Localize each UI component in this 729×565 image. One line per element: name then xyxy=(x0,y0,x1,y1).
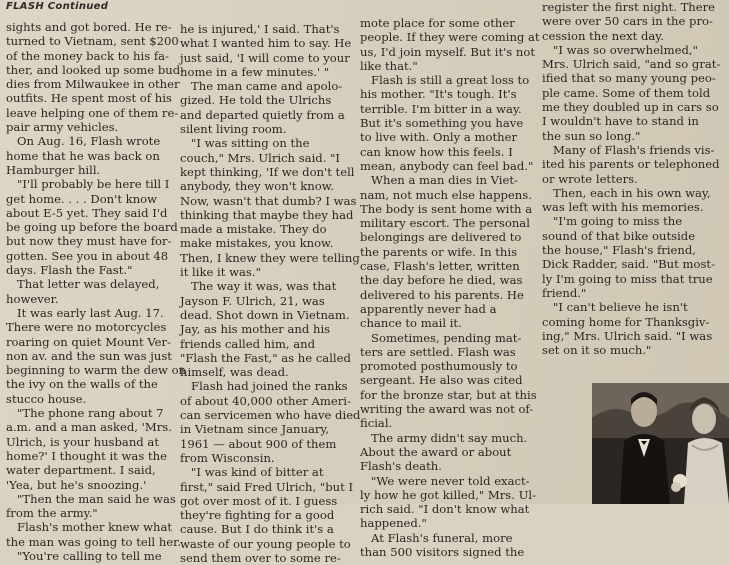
text-line: got over most of it. I guess xyxy=(180,493,338,508)
text-line: leave helping one of them re- xyxy=(6,105,179,120)
text-line: On Aug. 16, Flash wrote xyxy=(6,134,161,149)
text-line: or wrote letters. xyxy=(542,171,638,186)
text-line: like that." xyxy=(360,58,418,73)
text-line: "Then the man said he was xyxy=(6,491,176,506)
text-line: I wouldn't have to stand in xyxy=(542,114,699,129)
text-line: Many of Flash's friends vis- xyxy=(542,142,715,157)
photo-illustration xyxy=(592,383,729,504)
text-line: mote place for some other xyxy=(360,16,515,30)
text-line: days. Flash the Fast." xyxy=(6,263,133,278)
text-line: cause. But I do think it's a xyxy=(180,522,334,537)
text-line: "I'll probably be here till I xyxy=(6,177,170,192)
text-line: can know how this feels. I xyxy=(360,144,513,159)
text-line: set on it so much." xyxy=(542,343,652,358)
text-line: first," said Fred Ulrich, "but I xyxy=(180,479,354,494)
text-line: can servicemen who have died xyxy=(180,408,361,423)
text-line: "The phone rang about 7 xyxy=(6,406,164,421)
text-line: the house," Flash's friend, xyxy=(542,243,696,258)
text-line: rich said. "I don't know what xyxy=(360,502,530,517)
text-line: When a man dies in Viet- xyxy=(360,173,518,188)
text-line: dies from Milwaukee in other xyxy=(6,77,180,92)
text-line: from the army." xyxy=(6,506,98,521)
column-3 xyxy=(360,16,540,559)
text-line: his mother. "It's tough. It's xyxy=(360,87,517,102)
text-line: for the bronze star, but at this xyxy=(360,387,537,402)
text-line: what I wanted him to say. He xyxy=(180,36,352,51)
text-line: Jayson F. Ulrich, 21, was xyxy=(180,293,325,308)
text-line: ly I'm going to miss that true xyxy=(542,271,713,286)
text-line: Flash had joined the ranks xyxy=(180,379,348,394)
text-line: promoted posthumously to xyxy=(360,359,518,374)
text-line: "I was sitting on the xyxy=(180,136,310,151)
text-line: coming home for Thanksgiv- xyxy=(542,314,710,329)
text-line: ly how he got killed," Mrs. Ul- xyxy=(360,487,537,502)
text-line: Then, each in his own way, xyxy=(542,185,711,200)
text-line: home that he was back on xyxy=(6,148,160,163)
text-line: to live with. Only a mother xyxy=(360,130,517,145)
text-line: sergeant. He also was cited xyxy=(360,373,523,388)
text-line: send them over to some re- xyxy=(180,550,341,565)
text-line: Now, wasn't that dumb? I was xyxy=(180,193,357,208)
text-line: ified that so many young peo- xyxy=(542,71,716,86)
text-line: friend." xyxy=(542,285,587,300)
text-line: That letter was delayed, xyxy=(6,277,160,292)
text-line: military escort. The personal xyxy=(360,216,530,231)
text-line: dead. Shot down in Vietnam. xyxy=(180,307,350,322)
text-line: turned to Vietnam, sent $200 xyxy=(6,34,179,49)
text-line: himself, was dead. xyxy=(180,365,289,380)
text-line: pair army vehicles. xyxy=(6,120,119,135)
text-line: 1961 — about 900 of them xyxy=(180,436,337,451)
text-line: outfits. He spent most of his xyxy=(6,91,172,106)
text-line: the parents or wife. In this xyxy=(360,244,518,259)
text-line: Flash's death. xyxy=(360,459,442,474)
text-line: "I was kind of bitter at xyxy=(180,465,324,480)
text-line: be going up before the board xyxy=(6,220,178,235)
text-line: Then, I knew they were telling xyxy=(180,250,360,265)
text-line: the ivy on the walls of the xyxy=(6,377,158,392)
text-line: but now they must have for- xyxy=(6,234,172,249)
text-line: home?' I thought it was the xyxy=(6,448,167,463)
text-line: friends called him, and xyxy=(180,336,316,351)
text-line: case, Flash's letter, written xyxy=(360,259,520,274)
text-line: a.m. and a man asked, 'Mrs. xyxy=(6,420,172,435)
text-line: The army didn't say much. xyxy=(360,430,528,445)
text-line: About the award or about xyxy=(360,444,512,459)
text-line: and departed quietly from a xyxy=(180,107,345,122)
text-line: gized. He told the Ulrichs xyxy=(180,93,332,108)
text-line: roaring on quiet Mount Ver- xyxy=(6,334,171,349)
text-line: "You're calling to tell me xyxy=(6,548,162,563)
text-line: register the first night. There xyxy=(542,0,716,14)
text-line: from Wisconsin. xyxy=(180,450,275,465)
text-line: the day before he died, was xyxy=(360,273,523,288)
text-line: Mrs. Ulrich said, "and so grat- xyxy=(542,57,721,72)
text-line: happened." xyxy=(360,516,427,531)
text-line: Flash's mother knew what xyxy=(6,520,173,535)
text-line: There were no motorcycles xyxy=(6,320,167,335)
text-line: "I can't believe he isn't xyxy=(542,300,688,315)
text-line: It was early last Aug. 17. xyxy=(6,305,164,320)
text-line: Sometimes, pending mat- xyxy=(360,330,522,345)
text-line: 'Yea, but he's snoozing.' xyxy=(6,477,147,492)
text-line: ters are settled. Flash was xyxy=(360,344,516,359)
column-4 xyxy=(542,0,727,357)
text-line: ficial. xyxy=(360,416,393,431)
text-line: me they doubled up in cars so xyxy=(542,100,719,115)
text-line: "Flash the Fast," as he called xyxy=(180,350,351,365)
text-line: Dick Radder, said. "But most- xyxy=(542,257,715,272)
wedding-photo xyxy=(592,383,729,504)
text-line: mean, anybody can feel bad." xyxy=(360,158,534,173)
text-line: non av. and the sun was just xyxy=(6,348,172,363)
text-line: they're fighting for a good xyxy=(180,508,335,523)
text-line: writing the award was not of- xyxy=(360,402,534,417)
text-line: get home. . . . Don't know xyxy=(6,191,158,206)
text-line: gotten. See you in about 48 xyxy=(6,248,169,263)
text-line: made a mistake. They do xyxy=(180,222,327,237)
text-line: the sun so long." xyxy=(542,128,641,143)
text-line: Flash is still a great loss to xyxy=(360,73,530,88)
text-line: belongings are delivered to xyxy=(360,230,522,245)
text-line: however. xyxy=(6,291,59,306)
continuation-header: FLASH Continued xyxy=(6,1,109,12)
text-line: thinking that maybe they had xyxy=(180,207,354,222)
text-line: us, I'd join myself. But it's not xyxy=(360,44,536,59)
text-line: waste of our young people to xyxy=(180,536,351,551)
text-line: "We were never told exact- xyxy=(360,473,530,488)
text-line: just said, 'I will come to your xyxy=(180,50,350,65)
text-line: silent living room. xyxy=(180,122,287,137)
text-line: were over 50 cars in the pro- xyxy=(542,14,713,29)
text-line: couch," Mrs. Ulrich said. "I xyxy=(180,150,340,165)
text-line: Ulrich, is your husband at xyxy=(6,434,159,449)
text-line: he is injured,' I said. That's xyxy=(180,22,340,36)
column-2 xyxy=(180,22,361,565)
column-1 xyxy=(6,20,187,563)
text-line: chance to mail it. xyxy=(360,316,462,331)
text-line: ing," Mrs. Ulrich said. "I was xyxy=(542,328,713,343)
text-line: But it's something you have xyxy=(360,116,524,131)
text-line: ther, and looked up some bud- xyxy=(6,62,185,77)
text-line: "I'm going to miss the xyxy=(542,214,683,229)
text-line: of the money back to his fa- xyxy=(6,48,169,63)
text-line: water department. I said, xyxy=(6,463,156,478)
text-line: about E-5 yet. They said I'd xyxy=(6,205,168,220)
text-line: in Vietnam since January, xyxy=(180,422,330,437)
text-line: than 500 visitors signed the xyxy=(360,544,525,559)
text-line: the man was going to tell her. xyxy=(6,534,182,549)
text-line: ple came. Some of them told xyxy=(542,85,711,100)
text-line: Hamburger hill. xyxy=(6,162,101,177)
text-line: terrible. I'm bitter in a way. xyxy=(360,101,522,116)
text-line: The way it was, was that xyxy=(180,279,337,294)
text-line: delivered to his parents. He xyxy=(360,287,524,302)
text-line: apparently never had a xyxy=(360,301,497,316)
text-line: Jay, as his mother and his xyxy=(180,322,331,337)
text-line: sound of that bike outside xyxy=(542,228,696,243)
text-line: stucco house. xyxy=(6,391,87,406)
text-line: The body is sent home with a xyxy=(360,201,533,216)
text-line: of about 40,000 other Ameri- xyxy=(180,393,351,408)
text-line: ited his parents or telephoned xyxy=(542,157,720,172)
text-line: The man came and apolo- xyxy=(180,79,343,94)
text-line: sights and got bored. He re- xyxy=(6,20,172,34)
text-line: people. If they were coming at xyxy=(360,30,540,45)
text-line: nam, not much else happens. xyxy=(360,187,532,202)
text-line: At Flash's funeral, more xyxy=(360,530,513,545)
text-line: kept thinking, 'If we don't tell xyxy=(180,164,355,179)
text-line: anybody, they won't know. xyxy=(180,179,334,194)
text-line: was left with his memories. xyxy=(542,200,704,215)
text-line: "I was so overwhelmed," xyxy=(542,42,698,57)
text-line: cession the next day. xyxy=(542,28,665,43)
text-line: make mistakes, you know. xyxy=(180,236,334,251)
text-line: home in a few minutes.' " xyxy=(180,64,330,79)
text-line: beginning to warm the dew on xyxy=(6,363,187,378)
text-line: it like it was." xyxy=(180,265,261,280)
